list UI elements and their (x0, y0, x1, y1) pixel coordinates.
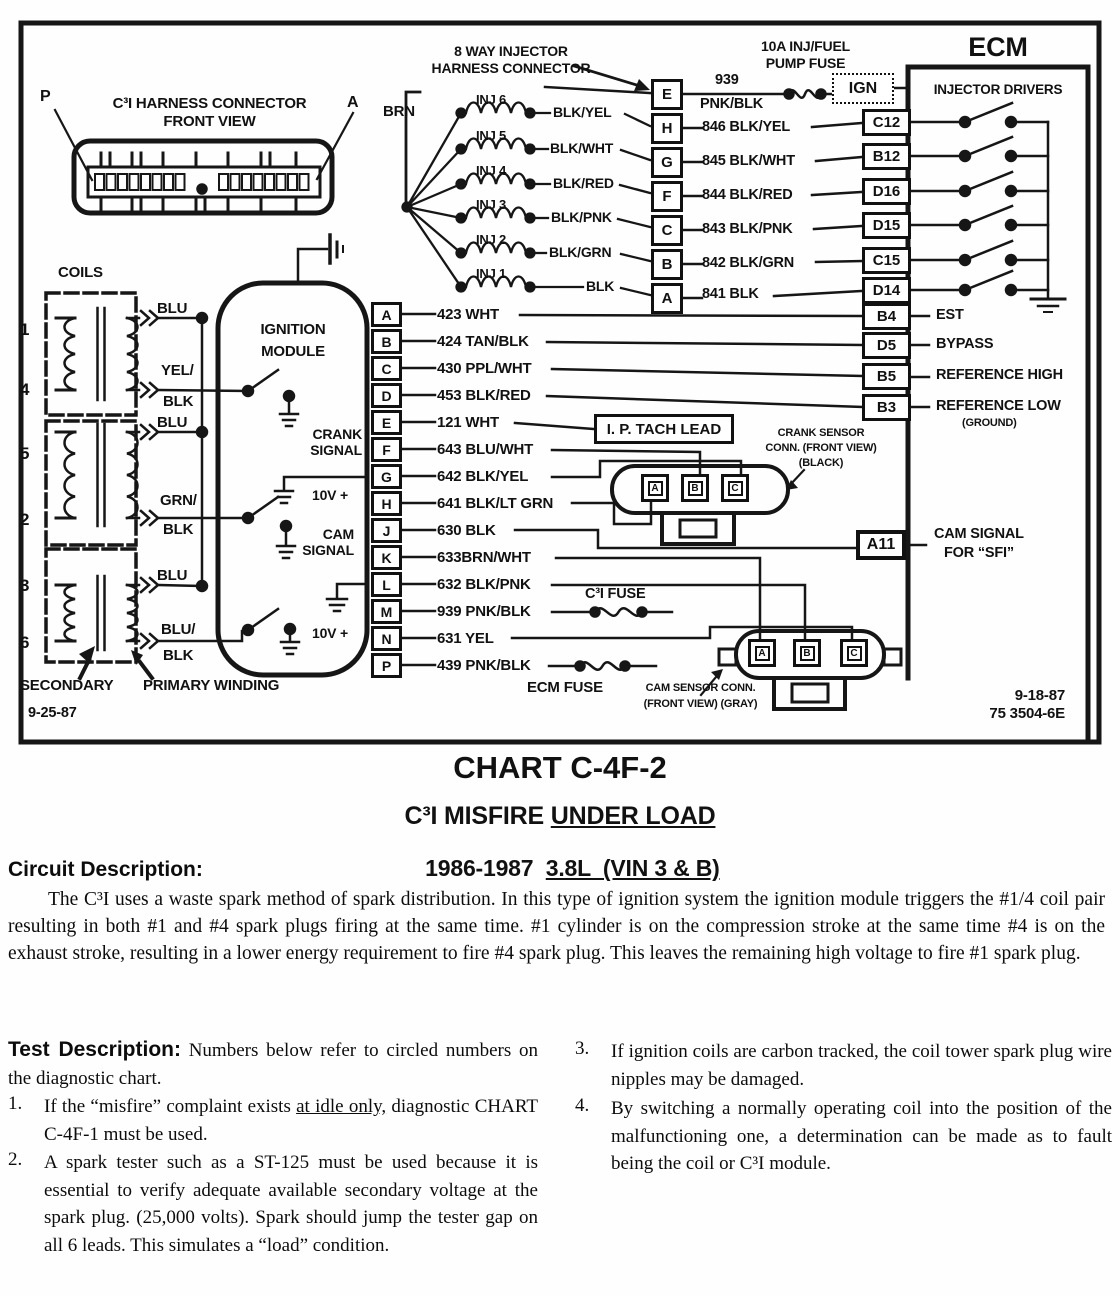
module-pin-n: N (371, 626, 402, 651)
c3i-fuse-symbol (591, 608, 673, 617)
inj-conn-pin-f: F (651, 181, 683, 212)
blu-wire-label-2: BLU (157, 414, 188, 431)
cam-pin-a-letter: A (755, 646, 770, 661)
ecm-fuse-symbol (576, 662, 657, 671)
ecm-pin-b5: B5 (862, 363, 911, 390)
primary-arrow (131, 650, 152, 678)
c3i-pin-a-label: A (347, 94, 359, 111)
cam-signal-module-label-line2: SIGNAL (302, 542, 354, 558)
ip-tach-lead-box: I. P. TACH LEAD (594, 414, 734, 444)
module-cam-ground (327, 584, 368, 611)
wire-630-label: 630 BLK (437, 522, 496, 539)
inj1-label: INJ 1 (476, 266, 507, 281)
module-pin-k: K (371, 545, 402, 570)
wire-643-label: 643 BLU/WHT (437, 441, 534, 458)
subtitle2-plain: 1986-1987 (425, 855, 546, 882)
crank-pin-a (641, 474, 669, 502)
inj5-label: INJ 5 (476, 128, 507, 143)
wire-631-label: 631 YEL (437, 630, 494, 647)
ecm-pin-a11: A11 (856, 530, 906, 560)
cam-pin-c (840, 639, 868, 667)
crank-pin-b-letter: B (688, 481, 703, 496)
inj-fuel-fuse-label-line2: PUMP FUSE (765, 55, 846, 71)
ecm-fuse-label: ECM FUSE (527, 679, 603, 696)
circuit-description-body: The C³I uses a waste spark method of spark distribution. In this type of ignition system the ignition module triggers the #1/4 coil pair resulting in both #1 and #4 spark plugs firing at the same time. #1 cylinder is on the compression stroke at the same time #4 is on the exhaust stroke, resulting in a lower energy requirement to fire #4 spark plug. This leaves the remaining high voltage to fire #1 spark plug. (8, 889, 1105, 964)
wire-939-label: 939 (715, 72, 739, 88)
crank-sensor-label-line2: CONN. (FRONT VIEW) (765, 442, 877, 454)
test-item-4-number: 4. (575, 1095, 590, 1116)
inj-conn-pin-c: C (651, 215, 683, 246)
blu-wire-label-1: BLU (157, 300, 188, 317)
module-pin-h: H (371, 491, 402, 516)
module-pin-a: A (371, 302, 402, 327)
cam-signal-label-line1: CAM SIGNAL (934, 526, 1024, 542)
test-item-1 (8, 1093, 538, 1148)
module-pin-p: P (371, 653, 402, 678)
test-item-2-number: 2. (8, 1149, 23, 1170)
module-pin-c: C (371, 356, 402, 381)
coil-number-4: 4 (20, 380, 30, 399)
ecm-pin-b3: B3 (862, 394, 911, 421)
module-pin-j: J (371, 518, 402, 543)
coil-3-6-transformer (56, 576, 139, 650)
ecm-pin-b4: B4 (862, 303, 911, 330)
test-item-2 (8, 1149, 538, 1259)
wire-842-label: 842 BLK/GRN (702, 255, 795, 271)
ecm-pin-d15: D15 (862, 212, 911, 239)
grn-blk-wire-label-a: GRN/ (160, 492, 197, 509)
yel-blk-wire-label-a: YEL/ (161, 362, 194, 379)
chart-title: CHART C-4F-2 (453, 750, 667, 785)
wire-430-label: 430 PPL/WHT (437, 360, 532, 377)
ecm-pin-c12: C12 (862, 109, 911, 136)
test-item-1-number: 1. (8, 1093, 23, 1114)
inj6-wire-label: BLK/YEL (553, 104, 612, 120)
ignition-module-title-line1: IGNITION (260, 321, 326, 338)
ignition-module-title-line2: MODULE (261, 343, 325, 360)
yel-blk-wire-label-b: BLK (163, 393, 194, 410)
wire-439-label: 439 PNK/BLK (437, 657, 531, 674)
wire-121-label: 121 WHT (437, 414, 499, 431)
inj3-label: INJ 3 (476, 197, 507, 212)
cam-signal-label-line2: FOR “SFI” (944, 545, 1014, 561)
coil-number-3: 3 (20, 576, 30, 595)
crank-pin-c (721, 474, 749, 502)
cam-pin-b-letter: B (800, 646, 815, 661)
subtitle2-underlined: 3.8L (VIN 3 & B) (545, 855, 720, 882)
module-pin-d: D (371, 383, 402, 408)
inj-conn-pin-e: E (651, 79, 683, 110)
test-description-heading-para (8, 1036, 538, 1092)
ign-box: IGN (832, 73, 894, 104)
test-item-2-text: A spark tester such as a ST-125 must be used because it is essential to verify adequate available secondary voltage at the spark plug. (25,000 volts). Spark should jump the tester gap on all 6 leads. This simulates a “load” condition. (44, 1152, 538, 1256)
test-item-3-number: 3. (575, 1038, 590, 1059)
module-top-ground-symbol (298, 235, 343, 283)
wire-841-label: 841 BLK (702, 286, 759, 302)
inj3-wire-label: BLK/PNK (551, 209, 612, 225)
module-pin-e: E (371, 410, 402, 435)
wire-641-label: 641 BLK/LT GRN (437, 495, 554, 512)
module-pin-b: B (371, 329, 402, 354)
circuit-description-heading: Circuit Description: (8, 858, 203, 881)
reference-low-label: REFERENCE LOW (936, 398, 1061, 414)
wire-424-label: 424 TAN/BLK (437, 333, 529, 350)
module-pin-m: M (371, 599, 402, 624)
wire-642-label: 642 BLK/YEL (437, 468, 529, 485)
coil-number-5: 5 (20, 444, 30, 463)
inj1-wire-label: BLK (586, 278, 615, 294)
coil-number-1: 1 (20, 320, 30, 339)
est-label: EST (936, 307, 964, 323)
blu-blk-wire-label-a: BLU/ (161, 621, 196, 638)
blu-wire-label-3: BLU (157, 567, 188, 584)
crank-signal-label-line2: SIGNAL (310, 442, 362, 458)
c3i-fuse-label: C³I FUSE (585, 586, 646, 602)
coil-5-2-transformer (56, 424, 139, 526)
crank-sensor-label-line3: (BLACK) (798, 457, 844, 469)
supply-10v-label-2: 10V + (312, 625, 348, 641)
coil-1-4-transformer (56, 308, 139, 400)
test-description-right-column (575, 1038, 1112, 1179)
ecm-pin-d16: D16 (862, 178, 911, 205)
crank-pin-c-letter: C (728, 481, 743, 496)
crank-signal-label-line1: CRANK (312, 426, 362, 442)
grn-blk-wire-label-b: BLK (163, 521, 194, 538)
inj4-label: INJ 4 (476, 163, 507, 178)
inj-conn-pin-b: B (651, 249, 683, 280)
ecm-driver-switches (908, 103, 1065, 545)
wire-632-label: 632 BLK/PNK (437, 576, 531, 593)
test-item-3 (575, 1038, 1112, 1093)
module-pin-l: L (371, 572, 402, 597)
wire-846-label: 846 BLK/YEL (702, 119, 791, 135)
wire-843-label: 843 BLK/PNK (702, 221, 793, 237)
inj4-wire-label: BLK/RED (553, 175, 614, 191)
cam-pin-b (793, 639, 821, 667)
ecm-pin-d14: D14 (862, 277, 911, 304)
test-description-left-column (8, 1036, 538, 1260)
test-item-4 (575, 1095, 1112, 1178)
inj-conn-pin-g: G (651, 147, 683, 178)
ecm-ground-symbol (1031, 299, 1065, 312)
crank-pin-a-letter: A (648, 481, 663, 496)
blu-blk-wire-label-b: BLK (163, 647, 194, 664)
coils-label: COILS (58, 264, 103, 281)
inj-fuel-fuse-label-line1: 10A INJ/FUEL (761, 38, 850, 54)
inj6-label: INJ 6 (476, 92, 507, 107)
crank-pin-b (681, 474, 709, 502)
coil-number-6: 6 (20, 633, 30, 652)
inj-conn-pin-a: A (651, 283, 683, 314)
c3i-connector-title-line1: C³I HARNESS CONNECTOR (112, 95, 307, 112)
date-left: 9-25-87 (28, 705, 77, 721)
test-item-1-text (44, 1093, 538, 1148)
injector-harness-title-line1: 8 WAY INJECTOR (454, 43, 568, 59)
inj2-wire-label: BLK/GRN (549, 244, 612, 260)
primary-winding-label: PRIMARY WINDING (143, 677, 280, 694)
bypass-label: BYPASS (936, 336, 994, 352)
revision-number: 75 3504-6E (989, 705, 1065, 722)
supply-10v-label-1: 10V + (312, 487, 348, 503)
module-pin-g: G (371, 464, 402, 489)
inj5-wire-label: BLK/WHT (550, 140, 614, 156)
crank-sensor-label-line1: CRANK SENSOR (777, 427, 865, 439)
ecm-subtitle: INJECTOR DRIVERS (933, 82, 1063, 97)
ecm-pin-c15: C15 (862, 247, 911, 274)
module-pin-f: F (371, 437, 402, 462)
chart-subtitle-line1 (0, 803, 1120, 829)
wire-633-label: 633BRN/WHT (437, 549, 531, 566)
wire-453-label: 453 BLK/RED (437, 387, 531, 404)
injector-harness-title-line2: HARNESS CONNECTOR (431, 60, 591, 76)
reference-high-label: REFERENCE HIGH (936, 367, 1063, 383)
inj2-label: INJ 2 (476, 232, 507, 247)
wire-chevrons (141, 311, 158, 648)
test-description-intro: Numbers below refer to circled numbers on the diagnostic chart. (8, 1040, 538, 1089)
cam-sensor-label-line1: CAM SENSOR CONN. (645, 682, 756, 694)
ecm-title: ECM (968, 32, 1028, 62)
c3i-connector-title-line2: FRONT VIEW (163, 113, 256, 130)
cam-sensor-label-line2: (FRONT VIEW) (GRAY) (643, 698, 758, 710)
test-description-heading: Test Description: (8, 1038, 181, 1061)
ecm-pin-b12: B12 (862, 143, 911, 170)
revision-date: 9-18-87 (1014, 687, 1065, 704)
cam-pin-c-letter: C (847, 646, 862, 661)
wire-845-label: 845 BLK/WHT (702, 153, 795, 169)
subtitle1-underlined: UNDER LOAD (550, 802, 716, 830)
test-item-1-pre: If the “misfire” complaint exists (44, 1096, 297, 1117)
test-item-1-underlined: at idle only, (296, 1096, 387, 1117)
test-item-1-post: diagnostic CHART C-4F-1 must be used. (44, 1096, 538, 1145)
cam-pin-a (748, 639, 776, 667)
injector-to-ecm-wires (684, 123, 862, 298)
wire-939m-label: 939 PNK/BLK (437, 603, 531, 620)
module-coil-switches (243, 370, 299, 654)
inj-conn-pin-h: H (651, 113, 683, 144)
wire-939-color-label: PNK/BLK (700, 96, 764, 112)
c3i-pin-p-label: P (40, 88, 51, 105)
secondary-label: SECONDARY (20, 677, 114, 694)
subtitle1-plain: C³I MISFIRE (404, 802, 551, 830)
ecm-pin-d5: D5 (862, 332, 911, 359)
test-item-4-text: By switching a normally operating coil into the position of the malfunctioning one, a determination can be made as to fault being the coil or C³I module. (611, 1098, 1112, 1174)
wire-844-label: 844 BLK/RED (702, 187, 793, 203)
coil-number-2: 2 (20, 510, 30, 529)
brn-wire-label: BRN (383, 103, 415, 120)
wire-423-label: 423 WHT (437, 306, 499, 323)
cam-signal-module-label-line1: CAM (322, 526, 354, 542)
ground-sublabel: (GROUND) (962, 417, 1017, 429)
test-item-3-text: If ignition coils are carbon tracked, the coil tower spark plug wire nipples may be damaged. (611, 1041, 1112, 1090)
